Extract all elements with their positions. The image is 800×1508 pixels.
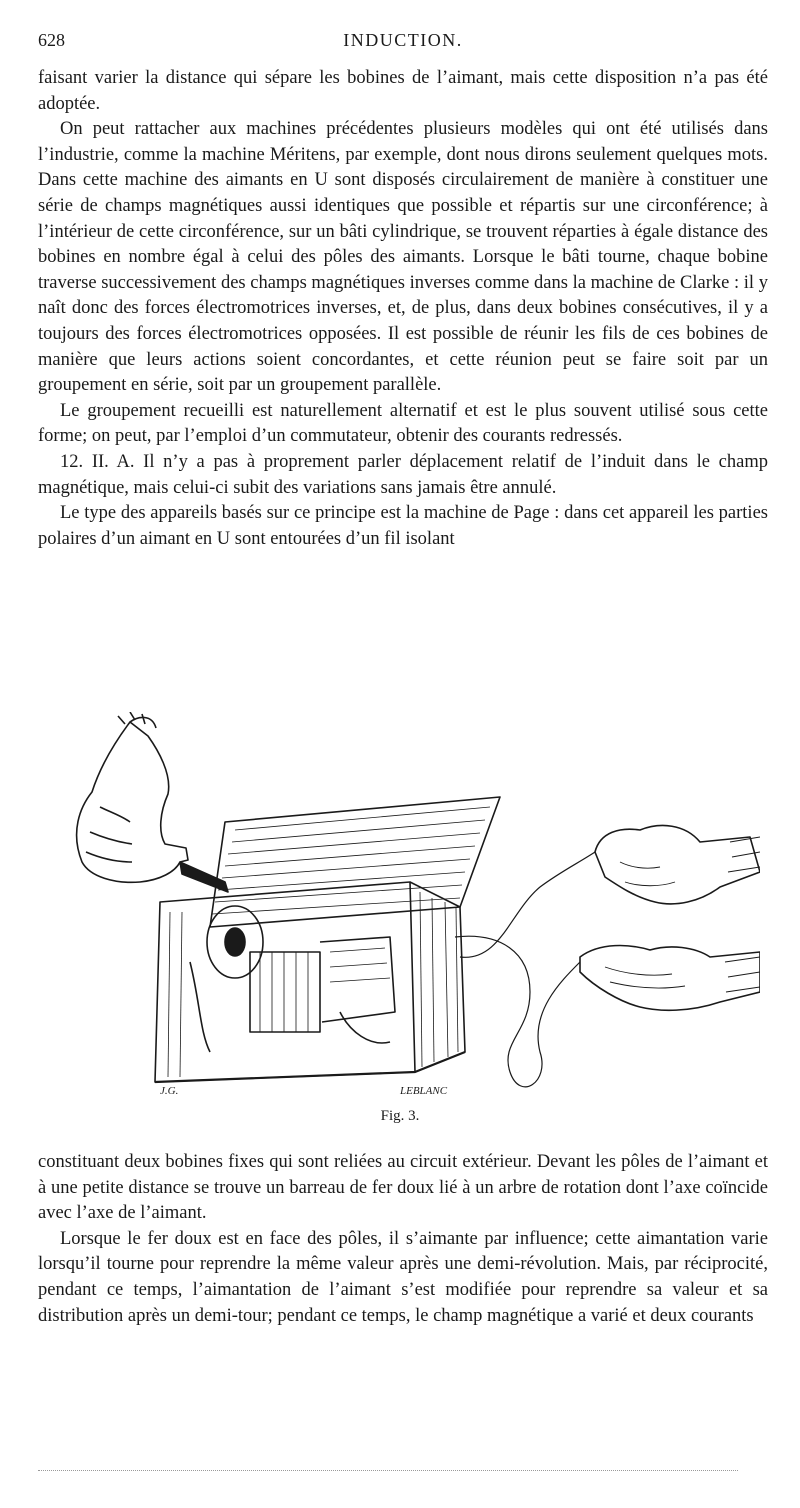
page-header bbox=[38, 30, 768, 56]
running-title: INDUCTION. bbox=[343, 30, 463, 50]
paragraph: Lorsque le fer doux est en face des pôles, il s’aimante par influence; cette aimantation varie lorsqu’il tourne pour reprendre la même valeur après une demi-révolution. Mais, par réciprocité, pendant ce temps, l’aimantation de l’aimant s’est modifiée pour reprendre sa valeur et sa distribution après un demi-tour; pendant ce temps, le champ magnétique a varié et deux courants bbox=[38, 1228, 768, 1326]
figure-engraving bbox=[60, 712, 760, 1102]
left-hand-illustration bbox=[77, 712, 188, 882]
text-block-bottom bbox=[38, 1150, 768, 1329]
engraver-signature-right: LEBLANC bbox=[400, 1085, 448, 1097]
paragraph: 12. II. A. Il n’y a pas à proprement parler déplacement relatif de l’induit dans le champ magnétique, mais celui-ci subit des variations sans jamais être annulé. bbox=[38, 451, 768, 498]
text-block-top bbox=[38, 66, 768, 552]
paragraph: Le type des appareils basés sur ce principe est la machine de Page : dans cet appareil les parties polaires d’un aimant en U sont entourées d’un fil isolant bbox=[38, 503, 768, 549]
paragraph: On peut rattacher aux machines précédentes plusieurs modèles qui ont été utilisés dans l’industrie, comme la machine Méritens, par exemple, dont nous dirons seulement quelques mots. Dans cette machine des aimants en U sont disposés circulairement de manière à constituer une série de champs magnétiques aussi identiques que possible et répartis sur une circonférence; à l’intérieur de cette circonférence, sur un bâti cylindrique, se trouvent réparties à égale distance des bobines en nombre égal à celui des pôles des aimants. Lorsque le bâti tourne, chaque bobine traverse successivement des champs magnétiques inverses comme dans la machine de Clarke : il y naît donc des forces électromotrices inverses, et, de plus, dans deux bobines consécutives, il y a toujours des forces électromotrices opposées. Il est possible de réunir les fils de ces bobines de manière que leurs actions soient concordantes, et cette réunion peut se faire soit par un groupement en série, soit par un groupement parallèle. bbox=[38, 119, 768, 396]
machine-illustration bbox=[60, 712, 760, 1102]
paragraph: Le groupement recueilli est naturellement alternatif et est le plus souvent utilisé sous cette forme; on peut, par l’emploi d’un commutateur, obtenir des courants redressés. bbox=[38, 400, 768, 447]
paragraph: faisant varier la distance qui sépare les bobines de l’aimant, mais cette disposition n’a pas été adoptée. bbox=[38, 68, 768, 114]
right-hands-illustration bbox=[580, 826, 760, 1011]
page-number: 628 bbox=[38, 30, 65, 50]
footer-dotted-rule bbox=[38, 1470, 738, 1473]
engraver-signature-left: J.G. bbox=[160, 1085, 179, 1097]
paragraph: constituant deux bobines fixes qui sont reliées au circuit extérieur. Devant les pôles de l’aimant et à une petite distance se trouve un barreau de fer doux lié à un arbre de rotation dont l’axe coïncide avec l’axe de l’aimant. bbox=[38, 1152, 768, 1224]
figure-caption: Fig. 3. bbox=[380, 1108, 420, 1124]
